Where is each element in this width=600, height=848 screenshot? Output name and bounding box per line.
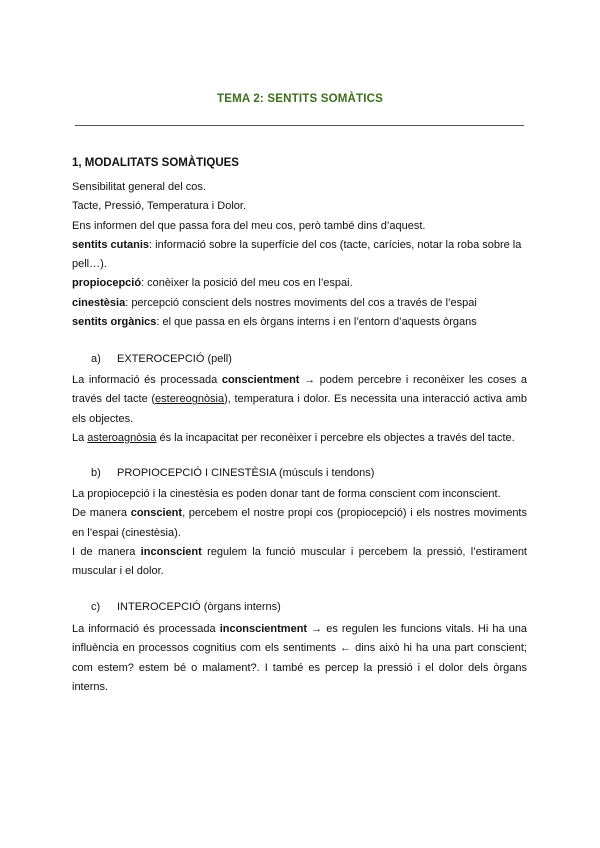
subheading-c-title: INTEROCEPCIÓ (òrgans interns) — [117, 601, 281, 613]
page-title: TEMA 2: SENTITS SOMÀTICS — [216, 93, 384, 105]
subheading-b — [91, 467, 374, 479]
section-heading: 1, MODALITATS SOMÀTIQUES — [72, 157, 239, 169]
bold-term: inconscientment — [219, 623, 308, 635]
exterocepcio-block — [72, 371, 527, 448]
subheading-a-label: a) — [91, 353, 101, 365]
cutanis-text: : informació sobre la superfície del cos (tacte, carícies, notar la roba sobre la pell…). — [72, 238, 522, 271]
organics-definition — [72, 313, 527, 332]
interocepcio-block — [72, 620, 527, 697]
text-run: → podem percebre i reconèixer les coses a través del tacte ( — [72, 374, 528, 406]
underlined-term: estereognòsia — [155, 393, 225, 406]
intro-block — [72, 178, 527, 332]
text-run: La informació és processada — [72, 623, 220, 635]
exterocepcio-paragraph-2 — [72, 429, 527, 448]
title-divider — [75, 125, 524, 126]
intro-line-2: Tacte, Pressió, Temperatura i Dolor. — [72, 200, 247, 213]
text-run: I de manera — [72, 545, 141, 558]
text-run: La — [72, 431, 88, 444]
subheading-a — [91, 353, 232, 365]
bold-term: conscientment — [221, 374, 300, 386]
subheading-c — [91, 601, 281, 613]
text-run: La informació és processada — [72, 374, 222, 386]
cutanis-definition — [72, 236, 527, 275]
organics-term: sentits orgànics — [72, 316, 157, 329]
propio-term: propiocepció — [72, 277, 142, 290]
cines-definition — [72, 294, 527, 313]
subheading-a-title: EXTEROCEPCIÓ (pell) — [117, 353, 232, 365]
text-run: De manera — [72, 507, 131, 520]
propio-definition — [72, 274, 527, 293]
propio-text: : conèixer la posició del meu cos en l’espai. — [141, 277, 353, 290]
subheading-b-label: b) — [91, 467, 101, 479]
intro-line-1: Sensibilitat general del cos. — [72, 181, 206, 193]
cines-term: cinestèsia — [72, 296, 126, 309]
propiocepcio-paragraph-3 — [72, 543, 527, 582]
bold-term: conscient — [130, 507, 183, 520]
text-run: → es regulen les funcions vitals. Hi ha una influència en processos cognitius com els sentiments ← dins això hi ha una part conscient; com estem? estem bé o malament?. I també es percep la pressió i el dolor dels òrgans interns. — [72, 623, 528, 693]
propiocepcio-paragraph-1: La propiocepció i la cinestèsia es poden donar tant de forma conscient com inconscient. — [72, 488, 501, 500]
subheading-b-title: PROPIOCEPCIÓ I CINESTÈSIA (músculs i tendons) — [117, 467, 375, 479]
interocepcio-paragraph-1 — [72, 620, 527, 697]
text-run: regulem la funció muscular i percebem la pressió, l’estirament muscular i el dolor. — [72, 545, 527, 578]
text-run: és la incapacitat per reconèixer i percebre els objectes a través del tacte. — [156, 431, 515, 444]
organics-text: : el que passa en els òrgans interns i en l’entorn d’aquests òrgans — [156, 316, 477, 329]
underlined-term: asteroagnòsia — [87, 431, 157, 444]
exterocepcio-paragraph-1 — [72, 371, 527, 429]
cutanis-term: sentits cutanis — [72, 238, 150, 251]
subheading-c-label: c) — [91, 601, 101, 613]
intro-line-3: Ens informen del que passa fora del meu cos, però també dins d’aquest. — [72, 219, 426, 232]
propiocepcio-block — [72, 485, 527, 581]
bold-term: inconscient — [140, 545, 202, 558]
text-run: , percebem el nostre propi cos (propiocepció) i els nostres moviments en l’espai (cinestèsia). — [72, 507, 527, 539]
propiocepcio-paragraph-2 — [72, 504, 527, 543]
text-run: ), temperatura i dolor. Es necessita una interacció activa amb els objectes. — [72, 393, 527, 425]
cines-text: : percepció conscient dels nostres moviments del cos a través de l’espai — [125, 296, 477, 309]
